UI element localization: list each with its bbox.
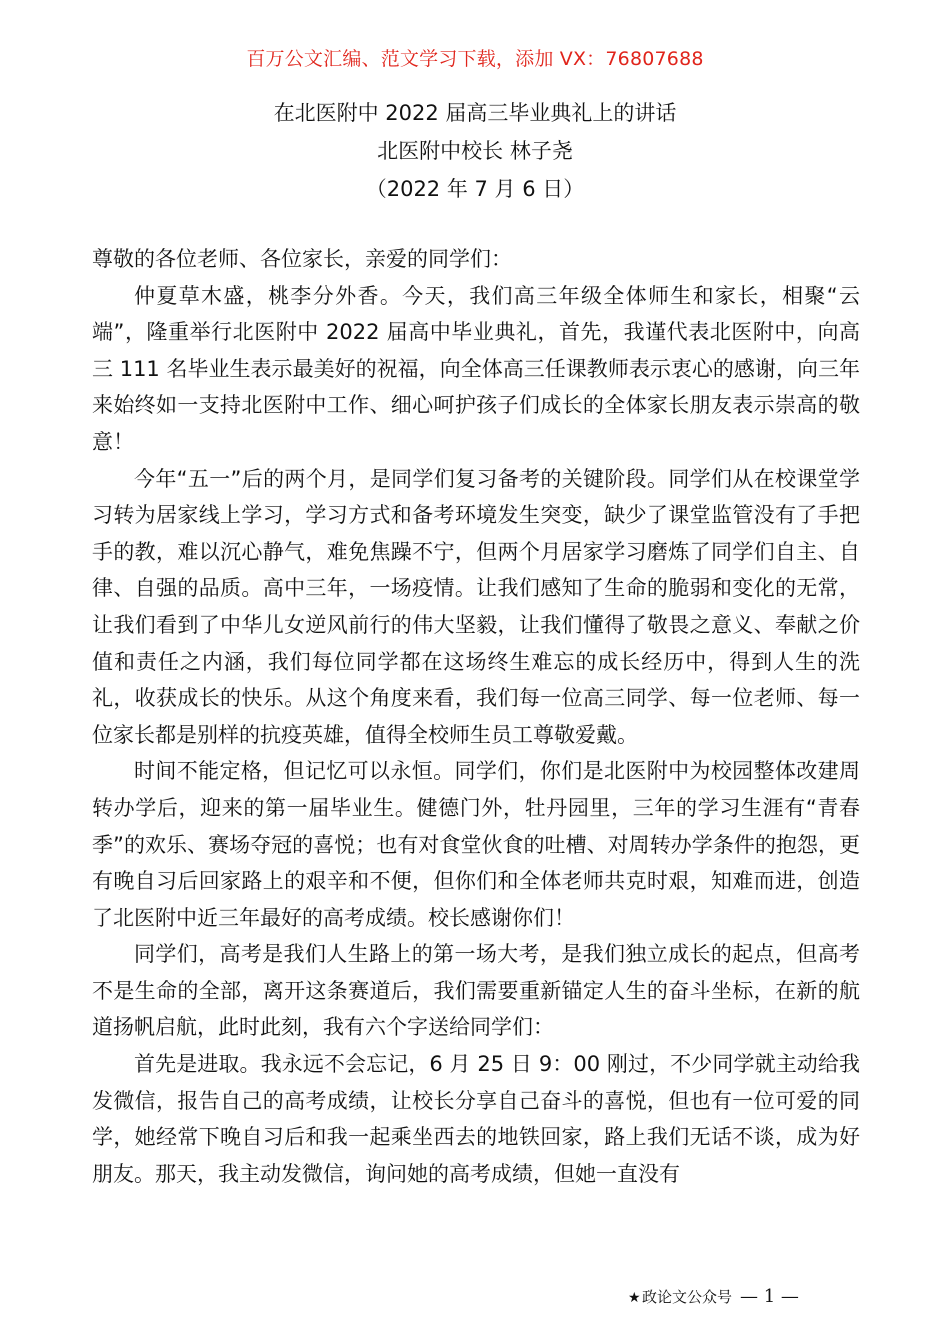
speaker-line: 北医附中校长 林子尧 xyxy=(377,139,573,163)
page-footer xyxy=(628,1284,868,1310)
footer-label: 政论文公众号 xyxy=(642,1288,733,1306)
paragraph: 时间不能定格，但记忆可以永恒。同学们，你们是北医附中为校园整体改建周转办学后，迎来的第一届毕业生。健德门外，牡丹园里，三年的学习生涯有“青春季”的欢乐、赛场夺冠的喜悦；也有对食堂伙食的吐槽、对周转办学条件的抱怨，更有晚自习后回家路上的艰辛和不便，但你们和全体老师共克时艰，知难而进，创造了北医附中近三年最好的高考成绩。校长感谢你们！ xyxy=(92,759,860,930)
paragraph: 同学们，高考是我们人生路上的第一场大考，是我们独立成长的起点，但高考不是生命的全部，离开这条赛道后，我们需要重新锚定人生的奋斗坐标，在新的航道扬帆启航，此时此刻，我有六个字送给同学们： xyxy=(92,942,860,1040)
paragraph: 首先是进取。我永远不会忘记，6 月 25 日 9：00 刚过，不少同学就主动给我发微信，报告自己的高考成绩，让校长分享自己奋斗的喜悦，但也有一位可爱的同学，她经常下晚自习后和我一起乘坐西去的地铁回家，路上我们无话不谈，成为好朋友。那天，我主动发微信，询问她的高考成绩，但她一直没有 xyxy=(92,1052,860,1186)
speech-body xyxy=(92,241,860,1192)
paragraph: 今年“五一”后的两个月，是同学们复习备考的关键阶段。同学们从在校课堂学习转为居家线上学习，学习方式和备考环境发生突变，缺少了课堂监管没有了手把手的教，难以沉心静气，难免焦躁不宁，但两个月居家学习磨炼了同学们自主、自律、自强的品质。高中三年，一场疫情。让我们感知了生命的脆弱和变化的无常，让我们看到了中华儿女逆风前行的伟大坚毅，让我们懂得了敬畏之意义、奉献之价值和责任之内涵，我们每位同学都在这场终生难忘的成长经历中，得到人生的洗礼，收获成长的快乐。从这个角度来看，我们每一位高三同学、每一位老师、每一位家长都是别样的抗疫英雄，值得全校师生员工尊敬爱戴。 xyxy=(92,466,860,747)
speech-title: 在北医附中 2022 届高三毕业典礼上的讲话 xyxy=(273,101,677,125)
download-banner: 百万公文汇编、范文学习下载，添加 VX：76807688 xyxy=(246,48,704,70)
speech-date: （2022 年 7 月 6 日） xyxy=(365,177,585,201)
page-number: — 1 — xyxy=(740,1286,799,1307)
paragraph: 仲夏草木盛，桃李分外香。今天，我们高三年级全体师生和家长，相聚“云端”，隆重举行北医附中 2022 届高中毕业典礼，首先，我谨代表北医附中，向高三 111 名毕业生表示最美好的祝福，向全体高三任课教师表示衷心的感谢，向三年来始终如一支持北医附中工作、细心呵护孩子们成长的全体家长朋友表示崇高的敬意！ xyxy=(92,283,860,454)
title-block xyxy=(0,94,950,208)
star-icon: ★ xyxy=(628,1290,641,1306)
salutation: 尊敬的各位老师、各位家长，亲爱的同学们： xyxy=(92,247,512,271)
